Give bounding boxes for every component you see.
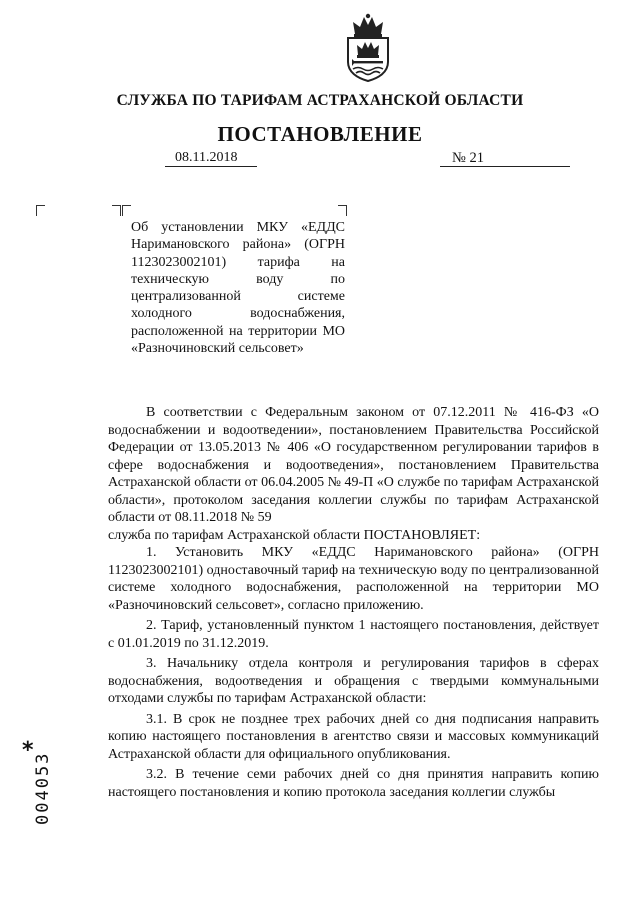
number-underline [440,166,570,167]
date-underline [165,166,257,167]
resolves-line: служба по тарифам Астраханской области ПОСТАНОВЛЯЕТ: [108,527,481,543]
document-subject: Об установлении МКУ «ЕДДС Наримановского района» (ОГРН 1123023002101) тарифа на техническую воду по централизованной системе холодного водоснабжения, расположенной на территории МО «Разночиновский сельсовет» [131,220,345,357]
item-1-paragraph: 1. Установить МКУ «ЕДДС Наримановского района» (ОГРН 1123023002101) одноставочный тариф на техническую воду по централизованной системе холодного водоснабжения, расположенной на территории МО «Разночиновский сельсовет», согласно приложению. [108,545,599,613]
item-3-paragraph: 3. Начальнику отдела контроля и регулирования тарифов в сферах водоснабжения, водоотведения и обращения с твердыми коммунальными отходами службы по тарифам Астраханской области: [108,656,599,706]
document-number: № 21 [452,150,484,166]
item-3-1-paragraph: 3.1. В срок не позднее трех рабочих дней со дня подписания направить копию настоящего постановления в агентство связи и массовых коммуникаций Астраханской области для официального опубликования. [108,711,599,762]
document-date: 08.11.2018 [175,150,238,165]
stamp-star-mark: * [22,738,34,763]
subject-corner-mark-left [122,205,131,216]
coat-of-arms-emblem [339,12,397,82]
item-2-paragraph: 2. Тариф, установленный пунктом 1 настоящего постановления, действует с 01.01.2019 по 31.12.2019. [108,618,599,651]
corner-mark-top-left [36,205,45,216]
document-type-title: ПОСТАНОВЛЕНИЕ [217,122,423,146]
subject-corner-mark-right [338,205,347,216]
organization-name: СЛУЖБА ПО ТАРИФАМ АСТРАХАНСКОЙ ОБЛАСТИ [116,92,524,109]
preamble-paragraph: В соответствии с Федеральным законом от 07.12.2011 № 416-ФЗ «О водоснабжении и водоотведении», постановлением Правительства Российской Федерации от 13.05.2013 № 406 «О государственном регулировании тарифов в сфере водоснабжения и водоотведения», постановлением Правительства Астраханской области от 06.04.2005 № 49-П «О службе по тарифам Астраханской области», протоколом заседания коллегии службы по тарифам Астраханской области от 08.11.2018 № 59 [108,405,599,525]
stamp-serial-number: 004053 [33,751,53,825]
corner-mark-top-right [112,205,121,216]
item-3-2-paragraph: 3.2. В течение семи рабочих дней со дня принятия направить копию настоящего постановления и копию протокола заседания коллегии службы [108,767,599,800]
document-body [108,404,599,801]
